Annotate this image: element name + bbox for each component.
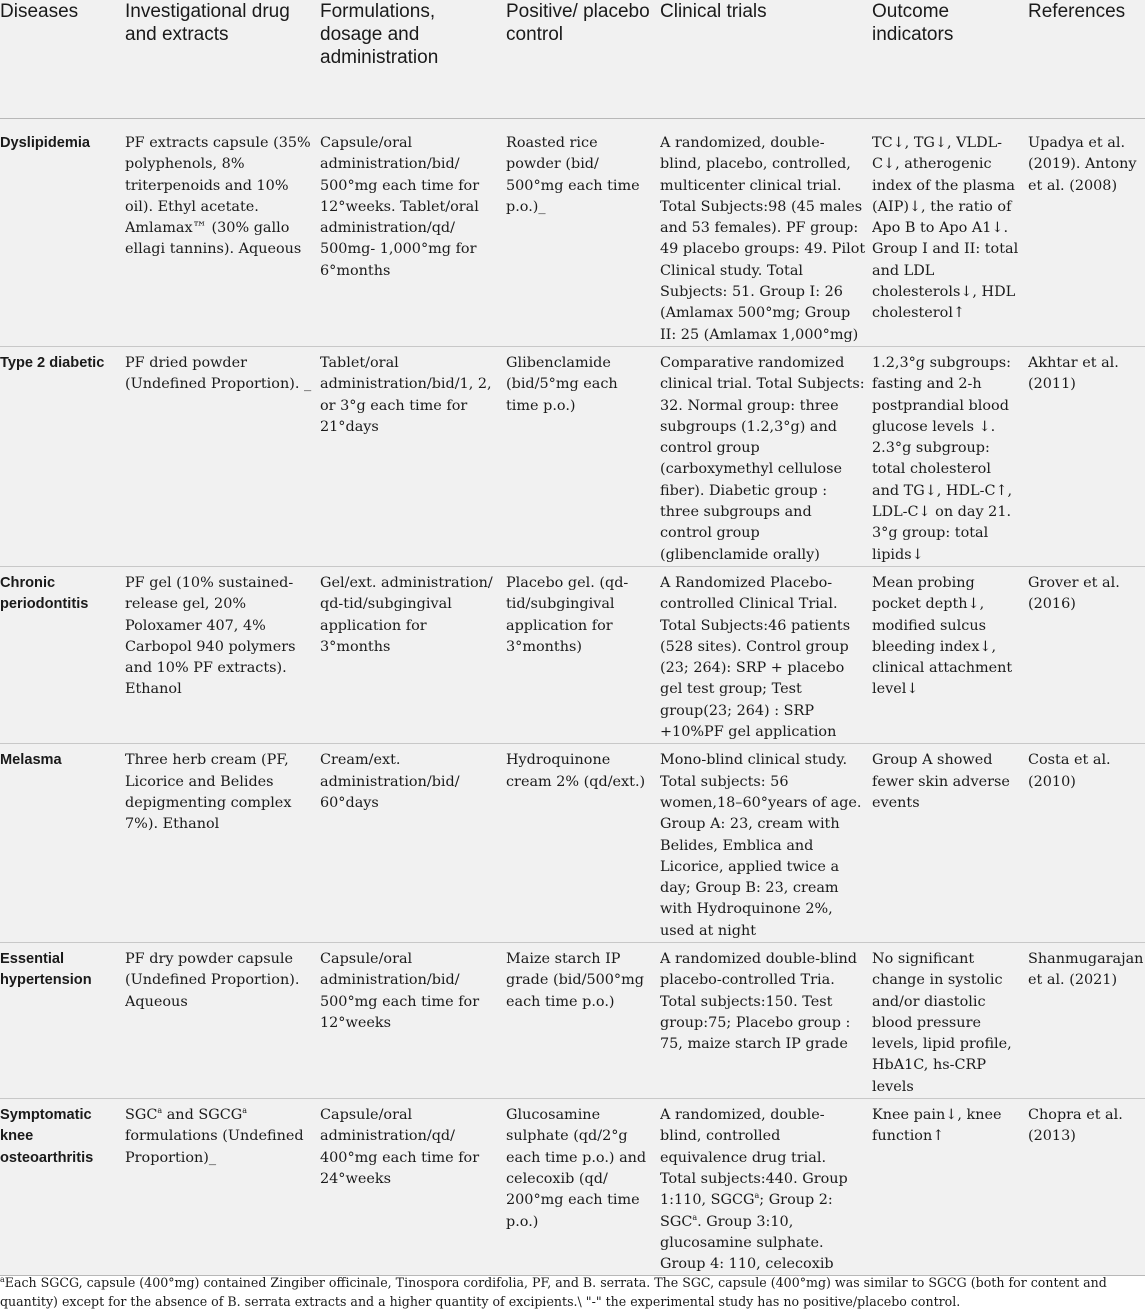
footnote-mark: a [242,1106,248,1116]
header-diseases: Diseases [0,0,125,119]
drug-text: and SGCG [162,1107,243,1124]
drug-cell: PF extracts capsule (35% polyphenols, 8% triterpenoids and 10% oil). Ethyl acetate. Amlamax™ (30% gallo ellagi tannins). Aqueous [125,119,320,347]
disease-cell: Symptomatic knee osteoarthritis [0,1099,125,1276]
trials-cell: Mono-blind clinical study. Total subjects: 56 women,18–60°years of age. Group A: 23, cream with Belides, Emblica and Licorice, applied twice a day; Group B: 23, cream with Hydroquinone 2%, used at night [660,744,872,943]
trials-cell: Comparative randomized clinical trial. Total Subjects: 32. Normal group: three subgroups (1.2,3°g) and control group (carboxymethyl cellulose fiber). Diabetic group : three subgroups and control group (glibenclamide orally) [660,346,872,566]
control-cell: Glucosamine sulphate (qd/2°g each time p.o.) and celecoxib (qd/ 200°mg each time p.o.) [506,1099,660,1276]
references-cell: Upadya et al. (2019). Antony et al. (2008) [1028,119,1145,347]
drug-cell [125,1099,320,1276]
drug-text: SGC [125,1107,158,1124]
trials-cell: A randomized, double-blind, placebo, controlled, multicenter clinical trial. Total Subjects:98 (45 males and 53 females). PF group: 49 placebo groups: 49. Pilot Clinical study. Total Subjects: 51. Group I: 26 (Amlamax 500°mg; Group II: 25 (Amlamax 1,000°mg) [660,119,872,347]
references-cell: Chopra et al. (2013) [1028,1099,1145,1276]
trials-cell: A randomized double-blind placebo-controlled Tria. Total subjects:150. Test group:75; Placebo group : 75, maize starch IP grade [660,942,872,1098]
header-formulations: Formulations, dosage and administration [320,0,506,119]
header-clinical-trials: Clinical trials [660,0,872,119]
header-row [0,0,1145,119]
drug-text: formulations (Undefined Proportion)_ [125,1128,304,1166]
formulation-cell: Capsule/oral administration/bid/ 500°mg each time for 12°weeks. Tablet/oral administration/qd/ 500mg- 1,000°mg for 6°months [320,119,506,347]
formulation-cell: Tablet/oral administration/bid/1, 2, or 3°g each time for 21°days [320,346,506,566]
outcome-cell: Knee pain↓, knee function↑ [872,1099,1028,1276]
references-cell: Grover et al. (2016) [1028,566,1145,743]
control-cell: Maize starch IP grade (bid/500°mg each time p.o.) [506,942,660,1098]
footnote-mark: a [157,1106,163,1116]
drug-cell: Three herb cream (PF, Licorice and Belides depigmenting complex 7%). Ethanol [125,744,320,943]
control-cell: Hydroquinone cream 2% (qd/ext.) [506,744,660,943]
outcome-cell: No significant change in systolic and/or diastolic blood pressure levels, lipid profile, HbA1C, hs-CRP levels [872,942,1028,1098]
drug-cell: PF gel (10% sustained-release gel, 20% Poloxamer 407, 4% Carbopol 940 polymers and 10% PF extracts). Ethanol [125,566,320,743]
outcome-cell: 1.2,3°g subgroups: fasting and 2-h postprandial blood glucose levels ↓. 2.3°g subgroup: total cholesterol and TG↓, HDL-C↑, LDL-C↓ on day 21. 3°g group: total lipids↓ [872,346,1028,566]
footnote-text: Each SGCG, capsule (400°mg) contained Zingiber officinale, Tinospora cordifolia, PF, and B. serrata. The SGC, capsule (400°mg) was similar to SGCG (both for content and quantity) except for the absence of B. serrata extracts and a higher quantity of excipients.\ "-" the experimental study has no positive/placebo control. [0,1275,1107,1309]
disease-cell: Essential hypertension [0,942,125,1098]
disease-cell: Melasma [0,744,125,943]
control-cell: Roasted rice powder (bid/ 500°mg each time p.o.)_ [506,119,660,347]
trials-text: ; Group 2: SGC [660,1192,833,1230]
trials-cell: A Randomized Placebo-controlled Clinical Trial. Total Subjects:46 patients (528 sites). Control group (23; 264): SRP + placebo gel test group; Test group(23; 264) : SRP +10%PF gel application [660,566,872,743]
table-row [0,942,1145,1098]
footnote-mark: a [0,1274,5,1284]
table-row [0,566,1145,743]
outcome-cell: TC↓, TG↓, VLDL-C↓, atherogenic index of the plasma (AIP)↓, the ratio of Apo B to Apo A1↓. Group I and II: total and LDL cholesterols↓, HDL cholesterol↑ [872,119,1028,347]
footnote-mark: a [692,1212,698,1222]
control-cell: Placebo gel. (qd-tid/subgingival application for 3°months) [506,566,660,743]
header-references: References [1028,0,1145,119]
table-footnote [0,1273,1140,1311]
trials-text: . Group 3:10, glucosamine sulphate. Group 4: 110, celecoxib [660,1213,834,1273]
formulation-cell: Capsule/oral administration/bid/ 500°mg each time for 12°weeks [320,942,506,1098]
formulation-cell: Gel/ext. administration/ qd-tid/subgingival application for 3°months [320,566,506,743]
outcome-cell: Group A showed fewer skin adverse events [872,744,1028,943]
table-row [0,1099,1145,1276]
disease-cell: Dyslipidemia [0,119,125,347]
table-row [0,744,1145,943]
table-row [0,346,1145,566]
trials-text: A randomized, double-blind, controlled equivalence drug trial. Total subjects:440. Group 1:110, SGCG [660,1107,848,1209]
disease-cell: Type 2 diabetic [0,346,125,566]
header-outcome-indicators: Outcome indicators [872,0,1028,119]
disease-cell: Chronic periodontitis [0,566,125,743]
footnote-mark: a [754,1191,760,1201]
drug-cell: PF dried powder (Undefined Proportion). _ [125,346,320,566]
formulation-cell: Capsule/oral administration/qd/ 400°mg each time for 24°weeks [320,1099,506,1276]
references-cell: Costa et al. (2010) [1028,744,1145,943]
control-cell: Glibenclamide (bid/5°mg each time p.o.) [506,346,660,566]
formulation-cell: Cream/ext. administration/bid/ 60°days [320,744,506,943]
header-control: Positive/ placebo control [506,0,660,119]
references-cell: Shanmugarajan et al. (2021) [1028,942,1145,1098]
header-investigational-drug: Investigational drug and extracts [125,0,320,119]
trials-cell [660,1099,872,1276]
references-cell: Akhtar et al. (2011) [1028,346,1145,566]
table-row [0,119,1145,347]
drug-cell: PF dry powder capsule (Undefined Proportion). Aqueous [125,942,320,1098]
outcome-cell: Mean probing pocket depth↓, modified sulcus bleeding index↓, clinical attachment level↓ [872,566,1028,743]
